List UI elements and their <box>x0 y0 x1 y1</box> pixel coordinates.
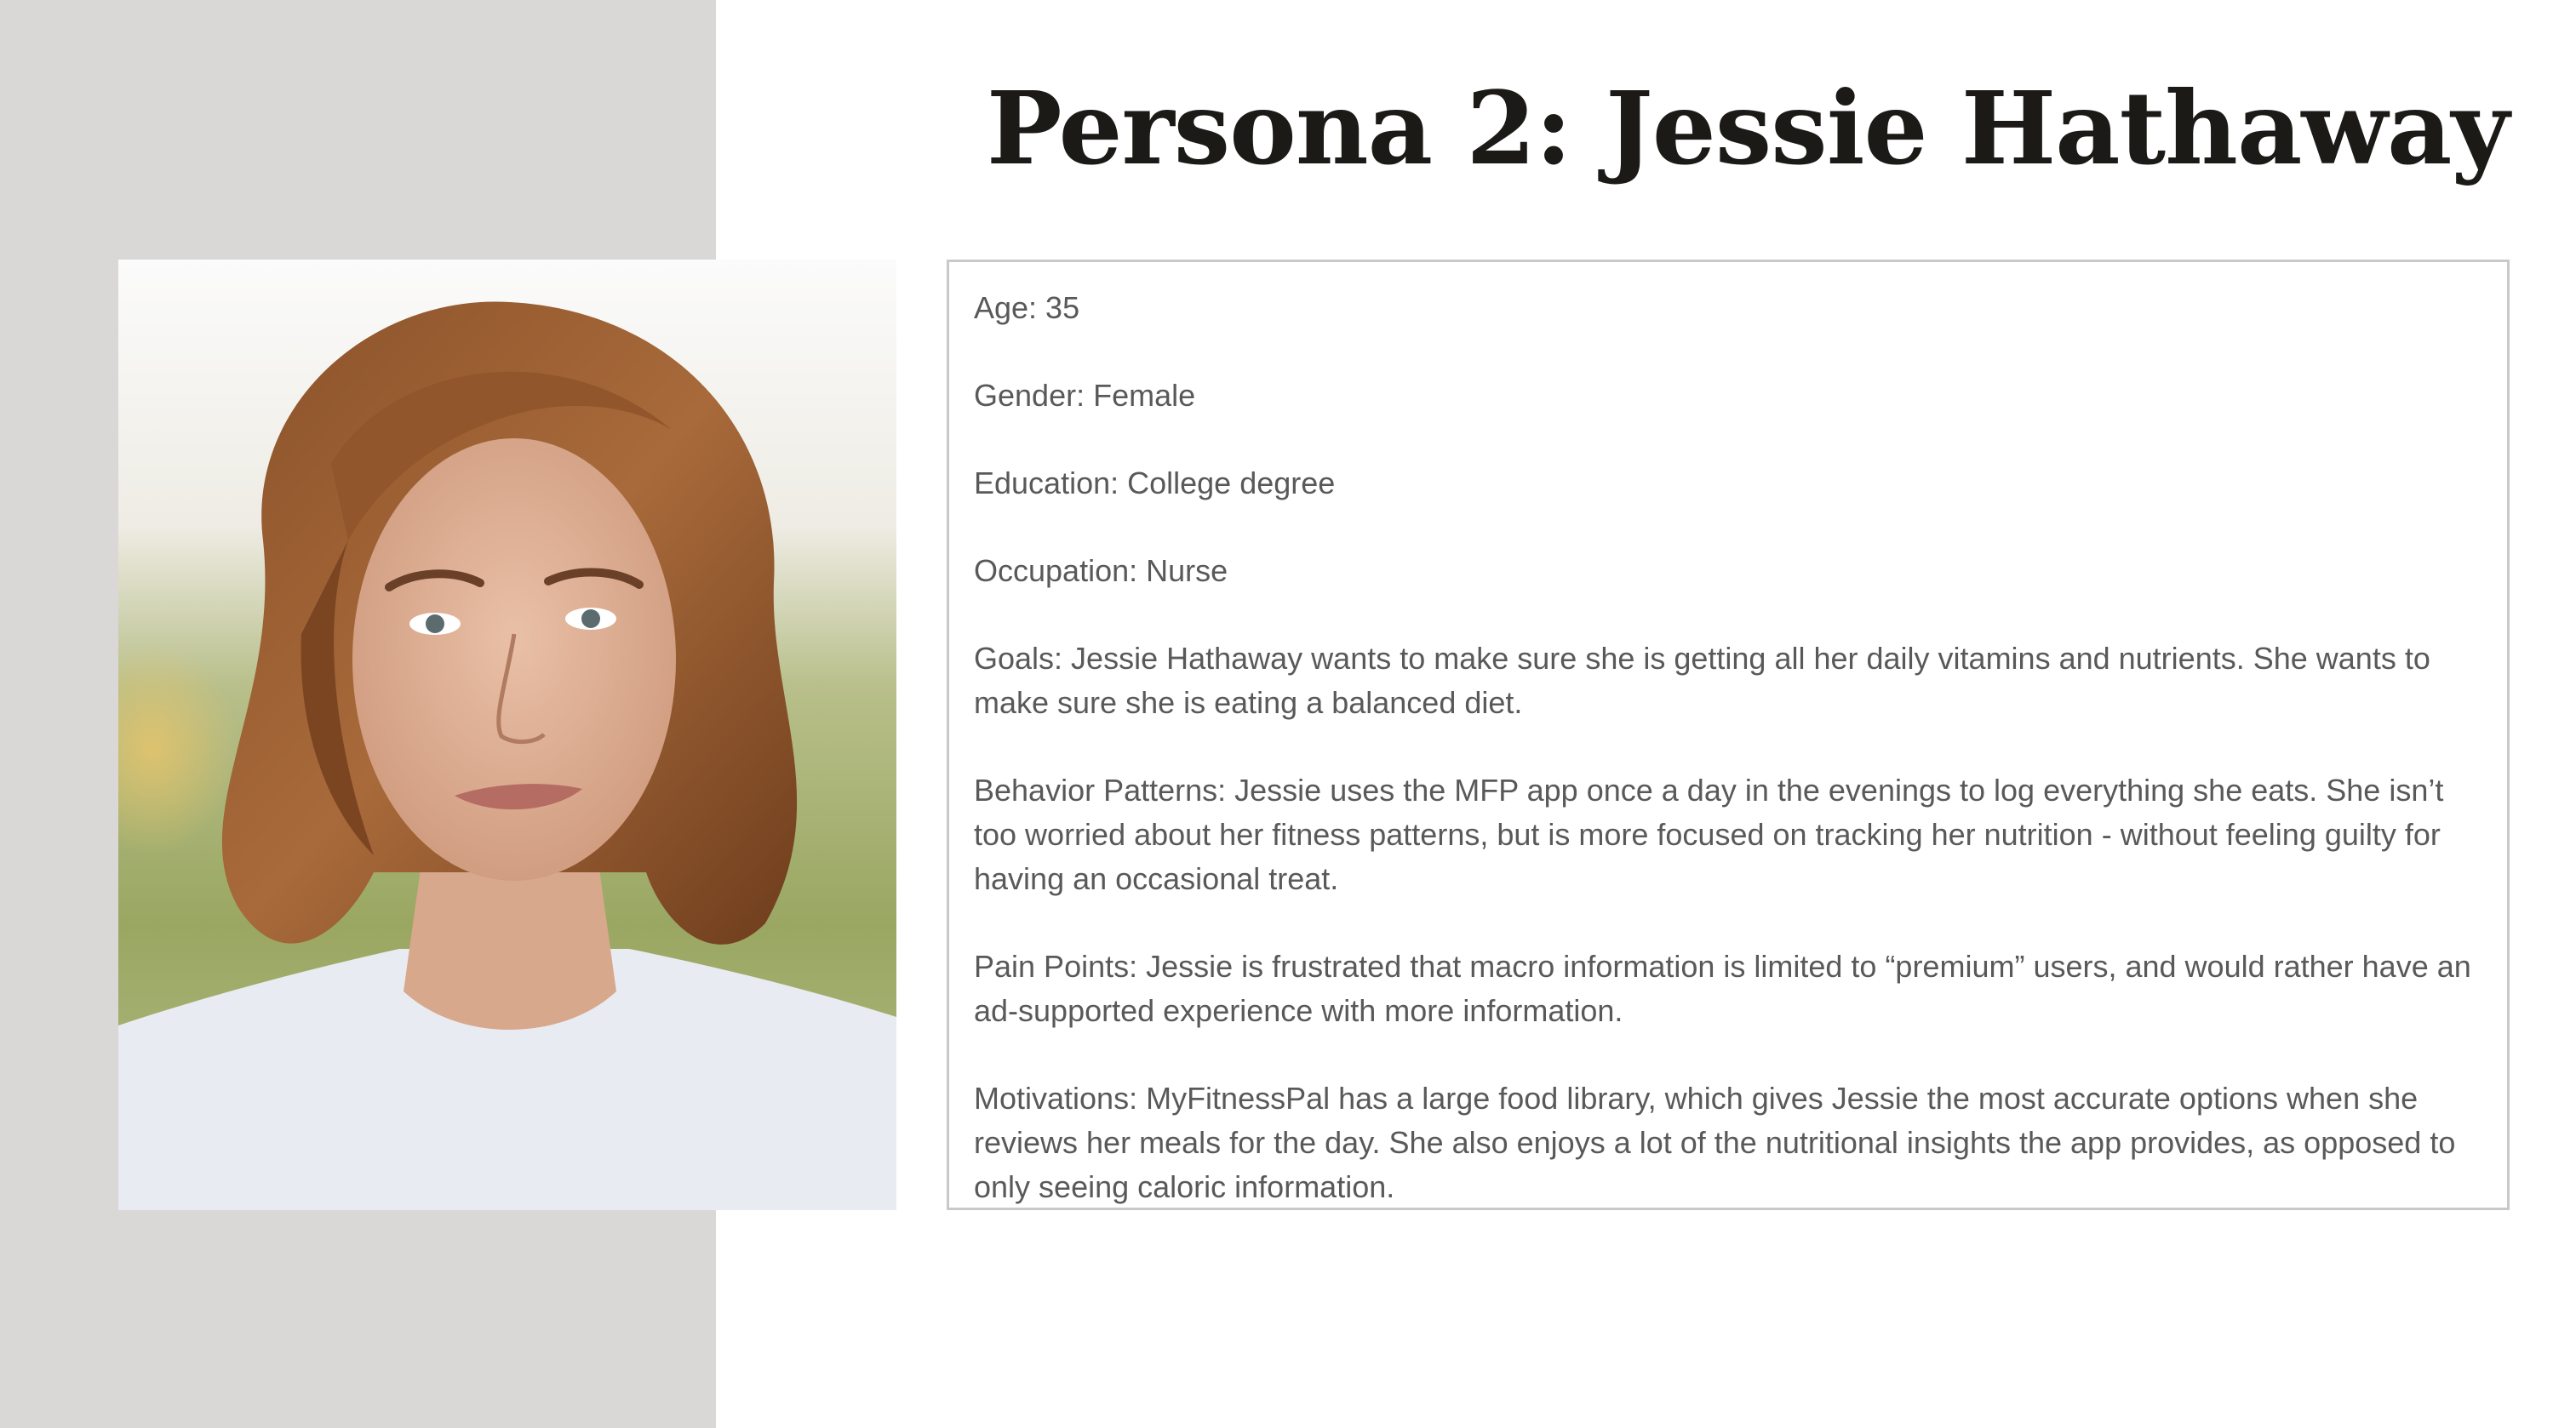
persona-goals: Goals: Jessie Hathaway wants to make sure she is getting all her daily vitamins and nutrients. She wants to make sure she is eating a balanced diet. <box>974 641 2430 720</box>
persona-details-box <box>947 260 2510 1210</box>
page-title: Persona 2: Jessie Hathaway <box>986 69 2509 187</box>
persona-age: Age: 35 <box>974 290 1080 325</box>
persona-pain-points: Pain Points: Jessie is frustrated that macro information is limited to “premium” users, and would rather have an ad-supported experience with more information. <box>974 949 2471 1028</box>
persona-occupation: Occupation: Nurse <box>974 553 1228 588</box>
persona-motivations: Motivations: MyFitnessPal has a large food library, which gives Jessie the most accurate options when she reviews her meals for the day. She also enjoys a lot of the nutritional insights the app provides, as opposed to only seeing caloric information. <box>974 1081 2456 1204</box>
persona-gender: Gender: Female <box>974 378 1196 413</box>
persona-behavior-patterns: Behavior Patterns: Jessie uses the MFP app once a day in the evenings to log everything she eats. She isn’t too worried about her fitness patterns, but is more focused on tracking her nutrition - without feeling guilty for having an occasional treat. <box>974 773 2444 896</box>
persona-photo <box>118 260 896 1210</box>
persona-education: Education: College degree <box>974 466 1336 500</box>
